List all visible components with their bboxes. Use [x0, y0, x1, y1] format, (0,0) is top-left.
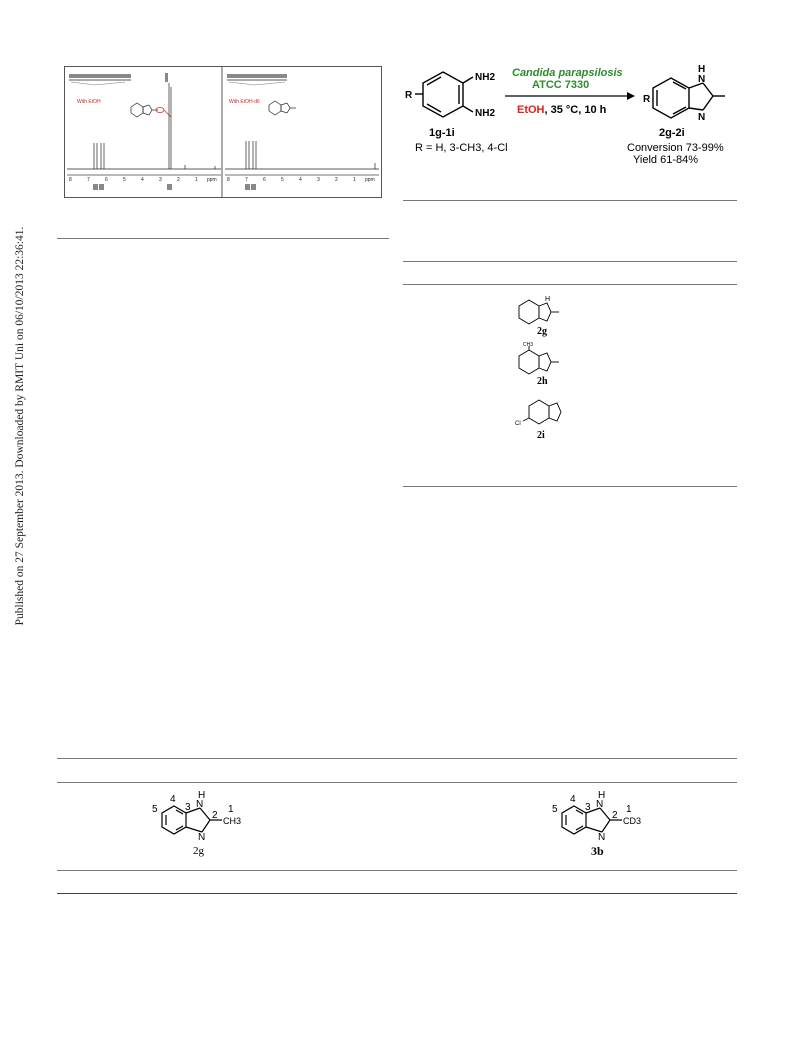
deuteromethyl-group: CD3	[623, 816, 642, 826]
product-h: H	[698, 64, 706, 75]
substituents-label: R = H, 3-CH3, 4-Cl	[415, 142, 508, 154]
reactant-label: 1g-1i	[429, 127, 455, 139]
atom-number-1: 1	[228, 804, 234, 815]
atom-number-1: 1	[626, 804, 632, 815]
svg-text:ppm: ppm	[365, 177, 375, 183]
right-axis-ticks	[227, 177, 375, 183]
bottom-structure-2g	[148, 790, 258, 870]
structure-2h-label: 2h	[537, 376, 548, 387]
arrowhead	[627, 92, 635, 100]
left-axis-ticks	[69, 177, 217, 183]
left-integrals	[93, 184, 172, 190]
bottom-structure-3b	[548, 790, 658, 870]
structure-2g	[519, 300, 559, 324]
nh2-bottom: NH2	[475, 108, 496, 119]
atom-number-2: 2	[212, 810, 218, 821]
nh-n: N	[196, 799, 204, 810]
table-bottom-rule	[403, 486, 737, 487]
bottom-table-bottom-rule	[57, 893, 737, 894]
right-molecule-icon	[269, 101, 296, 115]
structure-2h-substituent: CH3	[523, 342, 534, 348]
svg-text:4: 4	[299, 177, 302, 183]
atom-number-3: 3	[185, 802, 191, 813]
nh2-top: NH2	[475, 72, 496, 83]
right-peak-labels	[227, 74, 287, 85]
atom-number-2: 2	[612, 810, 618, 821]
atom-number-5: 5	[552, 804, 558, 815]
r-group: R	[405, 90, 413, 101]
atom-number-5: 5	[152, 804, 158, 815]
product-nh: N	[698, 74, 706, 85]
right-spectrum	[225, 141, 379, 175]
atom-number-3: 3	[585, 802, 591, 813]
svg-text:1: 1	[353, 177, 356, 183]
atom-number-4: 4	[570, 794, 576, 805]
left-spectrum	[67, 83, 221, 175]
svg-text:1: 1	[195, 177, 198, 183]
reactant-ring	[415, 72, 473, 117]
table-subheader-rule	[403, 284, 737, 285]
svg-text:3: 3	[159, 177, 162, 183]
structure-2i	[523, 400, 561, 424]
product-r-group: R	[643, 94, 651, 105]
conditions-text: , 35 °C, 10 h	[544, 104, 607, 116]
left-peak-labels	[69, 73, 168, 85]
product-n: N	[698, 112, 706, 123]
svg-text:7: 7	[245, 177, 248, 183]
n-atom: N	[198, 832, 206, 843]
bottom-table-top-rule	[57, 758, 737, 759]
yield-label: Yield 61-84%	[633, 154, 699, 166]
download-notice: Published on 27 September 2013. Downloaded by RMIT Uni on 06/10/2013 22:36:41.	[14, 226, 26, 626]
nh-n: N	[596, 799, 604, 810]
bottom-table-mid-rule	[57, 870, 737, 871]
product-ring	[653, 78, 725, 118]
methyl-group: CH3	[223, 816, 242, 826]
nmr-spectra-figure	[64, 66, 382, 198]
svg-text:5: 5	[281, 177, 284, 183]
solvent: EtOH	[517, 104, 545, 116]
right-panel-label: With EtOH-d6	[229, 99, 260, 105]
n-atom: N	[598, 832, 606, 843]
svg-text:2: 2	[335, 177, 338, 183]
product-label: 2g-2i	[659, 127, 685, 139]
nh-h: H	[598, 790, 606, 801]
table-header-rule	[403, 261, 737, 262]
svg-text:5: 5	[123, 177, 126, 183]
bottom-table-header-rule	[57, 782, 737, 783]
reaction-scheme	[405, 58, 745, 198]
conditions	[517, 104, 607, 116]
svg-text:6: 6	[263, 177, 266, 183]
catalyst-name: Candida parapsilosis	[512, 67, 623, 79]
svg-text:2: 2	[177, 177, 180, 183]
left-molecule-icon	[131, 103, 171, 117]
left-panel-label: With EtOH	[77, 99, 101, 105]
svg-text:8: 8	[227, 177, 230, 183]
structure-2h	[519, 346, 559, 374]
catalyst-strain: ATCC 7330	[532, 79, 590, 91]
structure-2i-substituent: Cl	[515, 421, 521, 427]
svg-text:ppm: ppm	[207, 177, 217, 183]
nh-h: H	[198, 790, 206, 801]
bottom-structure-2g-label: 2g	[193, 845, 204, 857]
svg-text:6: 6	[105, 177, 108, 183]
svg-text:7: 7	[87, 177, 90, 183]
left-column-rule	[57, 238, 389, 239]
svg-text:3: 3	[317, 177, 320, 183]
svg-text:8: 8	[69, 177, 72, 183]
svg-text:4: 4	[141, 177, 144, 183]
atom-number-4: 4	[170, 794, 176, 805]
conversion-label: Conversion 73-99%	[627, 142, 724, 154]
table-top-rule	[403, 200, 737, 201]
right-integrals	[245, 184, 256, 190]
table-structures	[515, 292, 575, 442]
bottom-structure-3b-label: 3b	[591, 844, 604, 858]
structure-2g-nh: H	[545, 296, 551, 303]
nmr-spectra-svg	[65, 67, 381, 197]
structure-2g-label: 2g	[537, 326, 547, 337]
structure-2i-label: 2i	[537, 430, 545, 441]
